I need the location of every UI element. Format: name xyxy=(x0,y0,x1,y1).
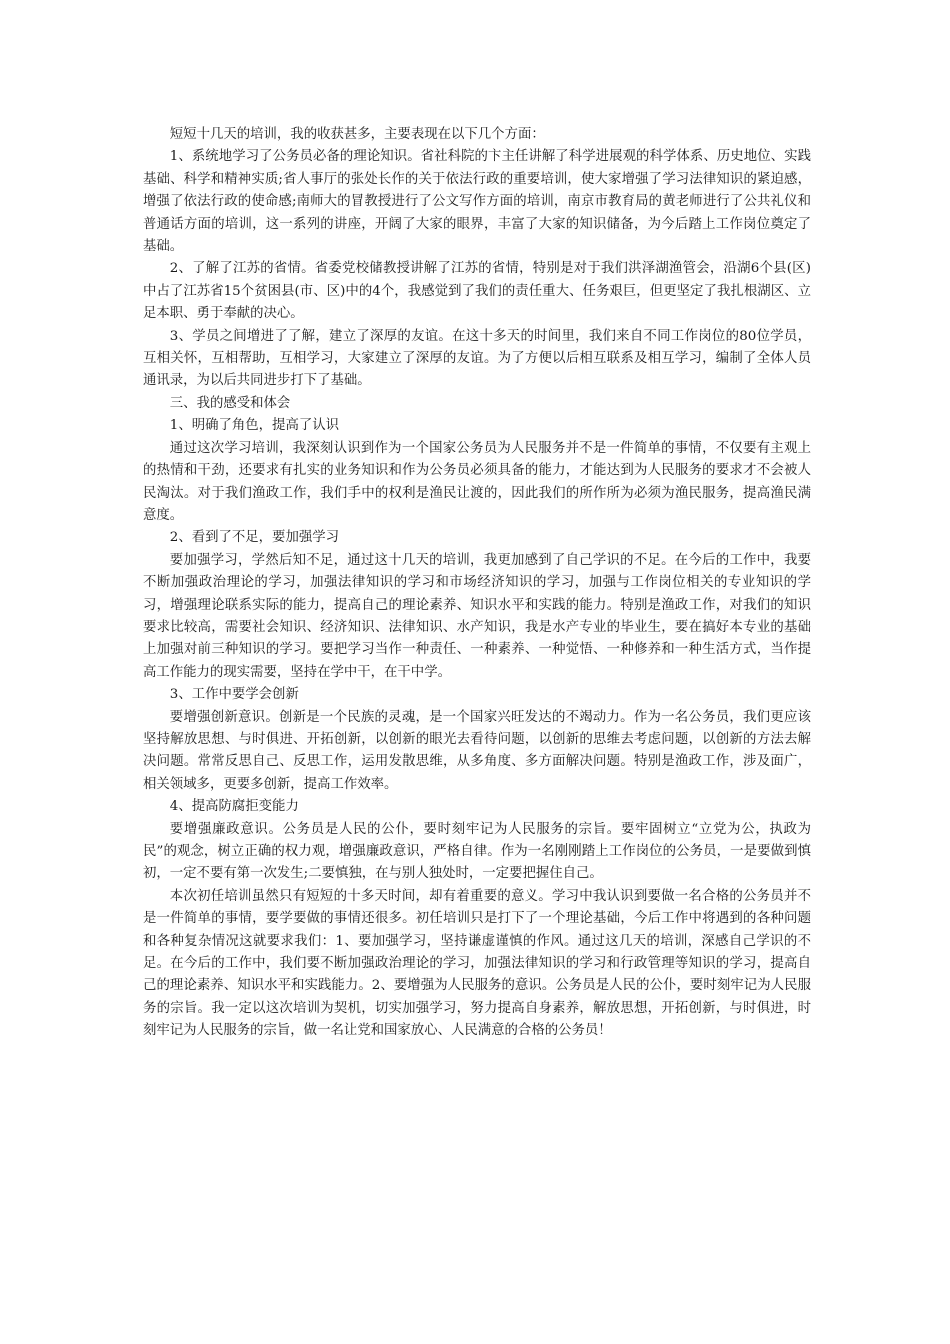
body-paragraph: 要增强创新意识。创新是一个民族的灵魂，是一个国家兴旺发达的不竭动力。作为一名公务员，我们更应该坚持解放思想、与时俱进、开拓创新，以创新的眼光去看待问题，以创新的思维去考虑问题，以创新的方法去解决问题。常常反思自己、反思工作，运用发散思维，从多角度、多方面解决问题。特别是渔政工作，涉及面广，相关领域多，更要多创新，提高工作效率。 xyxy=(143,709,811,792)
subsection-heading: 1、明确了角色，提高了认识 xyxy=(169,418,340,434)
section-heading: 三、我的感受和体会 xyxy=(169,395,291,411)
body-paragraph: 短短十几天的培训，我的收获甚多，主要表现在以下几个方面： xyxy=(169,127,545,142)
body-paragraph: 2、了解了江苏的省情。省委党校储教授讲解了江苏的省情，特别是对于我们洪泽湖渔管会，沿湖6个县(区)中占了江苏省15个贫困县(市、区)中的4个，我感觉到了我们的责任重大、任务艰巨，但更坚定了我扎根湖区、立足本职、勇于奉献的决心。 xyxy=(143,261,811,322)
body-paragraph: 要增强廉政意识。公务员是人民的公仆，要时刻牢记为人民服务的宗旨。要牢固树立“立党为公，执政为民”的观念，树立正确的权力观，增强廉政意识，严格自律。作为一名刚刚踏上工作岗位的公务员，一是要做到慎初，一定不要有第一次发生;二要慎独，在与别人独处时，一定要把握住自己。 xyxy=(143,821,811,882)
body-paragraph: 1、系统地学习了公务员必备的理论知识。省社科院的卞主任讲解了科学进展观的科学体系、历史地位、实践基础、科学和精神实质;省人事厅的张处长作的关于依法行政的重要培训，使大家增强了学习法律知识的紧迫感，增强了依法行政的使命感;南师大的冒教授进行了公文写作方面的培训，南京市教育局的黄老师进行了公共礼仪和普通话方面的培训，这一系列的讲座，开阔了大家的眼界，丰富了大家的知识储备，为今后踏上工作岗位奠定了基础。 xyxy=(143,149,811,255)
conclusion-paragraph: 本次初任培训虽然只有短短的十多天时间，却有着重要的意义。学习中我认识到要做一名合格的公务员并不是一件简单的事情，要学要做的事情还很多。初任培训只是打下了一个理论基础，今后工作中将遇到的各种问题和各种复杂情况这就要求我们：1、要加强学习，坚持谦虚谨慎的作风。通过这几天的培训，深感自己学识的不足。在今后的工作中，我们要不断加强政治理论的学习，加强法律知识的学习和行政管理等知识的学习，提高自己的理论素养、知识水平和实践能力。2、要增强为人民服务的意识。公务员是人民的公仆，要时刻牢记为人民服务的宗旨。我一定以这次培训为契机，切实加强学习，努力提高自身素养，解放思想，开拓创新，与时俱进，时刻牢记为人民服务的宗旨，做一名让党和国家放心、人民满意的合格的公务员！ xyxy=(143,888,811,1039)
document-body xyxy=(143,124,811,1043)
subsection-heading: 3、工作中要学会创新 xyxy=(169,687,299,703)
subsection-heading: 2、看到了不足，要加强学习 xyxy=(169,530,340,546)
body-paragraph: 3、学员之间增进了了解，建立了深厚的友谊。在这十多天的时间里，我们来自不同工作岗位的80位学员，互相关怀，互相帮助，互相学习，大家建立了深厚的友谊。为了方便以后相互联系及相互学习，编制了全体人员通讯录，为以后共同进步打下了基础。 xyxy=(143,328,811,389)
subsection-heading: 4、提高防腐拒变能力 xyxy=(169,799,299,815)
body-paragraph: 要加强学习，学然后知不足，通过这十几天的培训，我更加感到了自己学识的不足。在今后的工作中，我要不断加强政治理论的学习，加强法律知识的学习和市场经济知识的学习，加强与工作岗位相关的专业知识的学习，增强理论联系实际的能力，提高自己的理论素养、知识水平和实践的能力。特别是渔政工作，对我们的知识要求比较高，需要社会知识、经济知识、法律知识、水产知识，我是水产专业的毕业生，要在搞好本专业的基础上加强对前三种知识的学习。要把学习当作一种责任、一种素养、一种觉悟、一种修养和一种生活方式，当作提高工作能力的现实需要，坚持在学中干，在干中学。 xyxy=(143,552,811,680)
body-paragraph: 通过这次学习培训，我深刻认识到作为一个国家公务员为人民服务并不是一件简单的事情，不仅要有主观上的热情和干劲，还要求有扎实的业务知识和作为公务员必须具备的能力，才能达到为人民服务的要求才不会被人民淘汰。对于我们渔政工作，我们手中的权利是渔民让渡的，因此我们的所作所为必须为渔民服务，提高渔民满意度。 xyxy=(143,440,811,523)
